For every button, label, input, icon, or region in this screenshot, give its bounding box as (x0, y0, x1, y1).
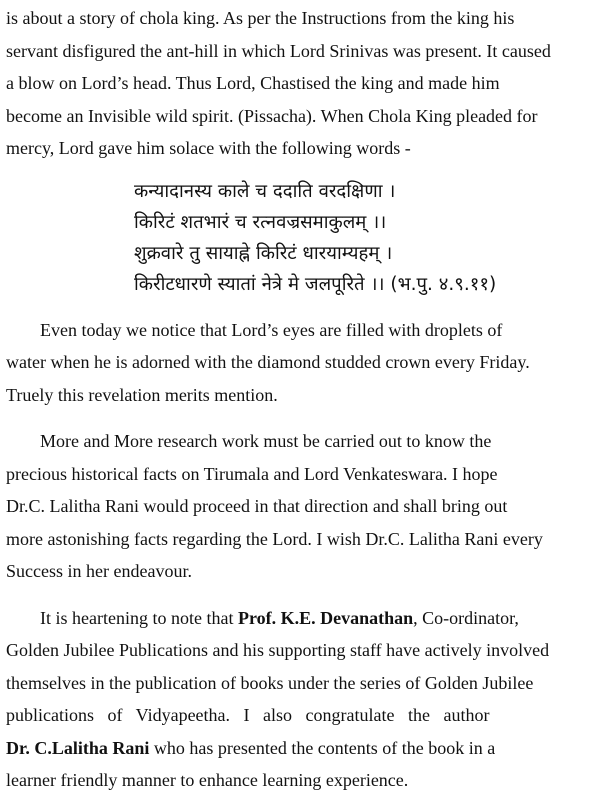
verse-line: किरिटं शतभारं च रत्नवज्रसमाकुलम् ।। (134, 211, 387, 233)
text-line: more astonishing facts regarding the Lord. I wish Dr.C. Lalitha Rani every (6, 528, 543, 549)
text-line (6, 602, 592, 635)
paragraph-research (6, 425, 592, 588)
bold-name-devanathan: Prof. K.E. Devanathan (237, 607, 414, 628)
text-run: who has presented the contents of the book in a (149, 737, 496, 758)
paragraph-acknowledgement (6, 602, 592, 797)
verse-line: किरीटधारणे स्यातां नेत्रे मे जलपूरिते ।। (भ.पु. ४.९.११) (134, 273, 497, 295)
verse-line: शुक्रवारे तु सायाह्ने किरिटं धारयाम्यहम् । (134, 242, 393, 264)
text-run: , Co-ordinator, (413, 607, 519, 628)
paragraph-chola-story (6, 2, 592, 165)
text-line: water when he is adorned with the diamond studded crown every Friday. (6, 352, 530, 372)
paragraph-spacer (6, 411, 592, 425)
text-line: More and More research work must be carried out to know the (40, 431, 492, 451)
text-line: precious historical facts on Tirumala and Lord Venkateswara. I hope (6, 463, 498, 484)
text-line: themselves in the publication of books under the series of Golden Jubilee (6, 672, 534, 693)
text-line: learner friendly manner to enhance learning experience. (6, 770, 409, 790)
text-line: become an Invisible wild spirit. (Pissacha). When Chola King pleaded for (6, 105, 538, 126)
bold-name-lalitha-rani: Dr. C.Lalitha Rani (6, 737, 150, 758)
text-run: It is heartening to note that (40, 607, 238, 628)
text-line: mercy, Lord gave him solace with the following words - (6, 138, 411, 158)
text-line: is about a story of chola king. As per the Instructions from the king his (6, 8, 515, 28)
text-line: publications of Vidyapeetha. I also congratulate the author (6, 705, 490, 725)
text-line: Dr.C. Lalitha Rani would proceed in that direction and shall bring out (6, 496, 508, 516)
paragraph-eyes-droplets (6, 314, 592, 412)
text-line: Truely this revelation merits mention. (6, 384, 278, 405)
verse-line: कन्यादानस्य काले च ददाति वरदक्षिणा । (134, 180, 396, 202)
text-line: servant disfigured the ant-hill in which Lord Srinivas was present. It caused (6, 40, 551, 61)
text-line: Golden Jubilee Publications and his supporting staff have actively involved (6, 640, 550, 660)
sanskrit-verse (134, 176, 592, 300)
text-line: a blow on Lord’s head. Thus Lord, Chastised the king and made him (6, 73, 500, 93)
text-line (6, 732, 592, 765)
text-line: Even today we notice that Lord’s eyes are filled with droplets of (40, 319, 503, 340)
paragraph-spacer (6, 588, 592, 602)
text-line: Success in her endeavour. (6, 561, 192, 581)
